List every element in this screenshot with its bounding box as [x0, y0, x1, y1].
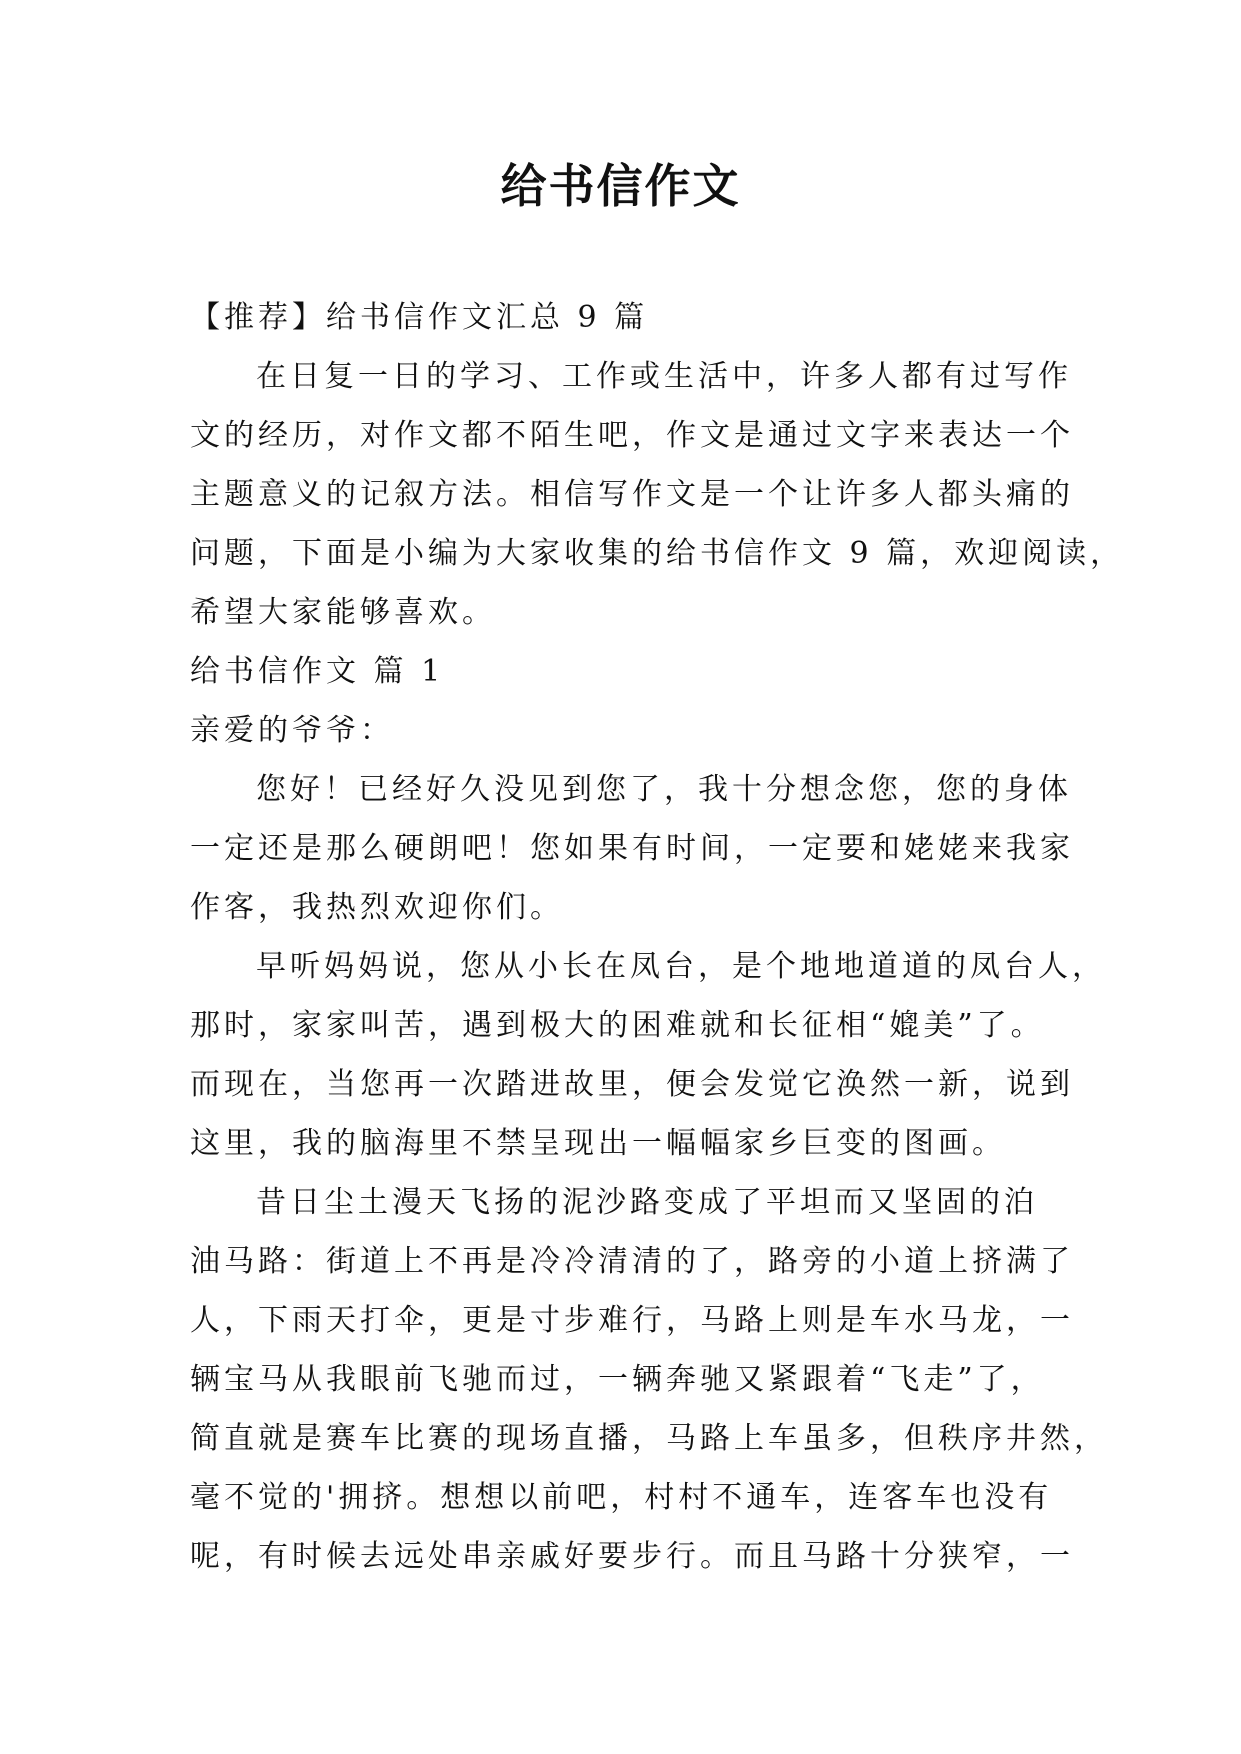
text-line: 您好！已经好久没见到您了，我十分想念您，您的身体: [256, 772, 1072, 807]
document-body: [190, 288, 1125, 1586]
text-line: 希望大家能够喜欢。: [190, 595, 496, 630]
text-line: 辆宝马从我眼前飞驰而过，一辆奔驰又紧跟着“飞走”了，: [190, 1362, 1045, 1397]
text-line: 【推荐】给书信作文汇总 9 篇: [190, 300, 649, 335]
text-line: 文的经历，对作文都不陌生吧，作文是通过文字来表达一个: [190, 418, 1074, 453]
text-line: 那时，家家叫苦，遇到极大的困难就和长征相“媲美”了。: [190, 1008, 1045, 1043]
section-heading: 给书信作文 篇 1: [190, 654, 445, 689]
text-line: 而现在，当您再一次踏进故里，便会发觉它涣然一新，说到: [190, 1067, 1074, 1102]
text-line: 在日复一日的学习、工作或生活中，许多人都有过写作: [256, 359, 1072, 394]
text-line: 人，下雨天打伞，更是寸步难行，马路上则是车水马龙，一: [190, 1303, 1074, 1338]
text-line: 主题意义的记叙方法。相信写作文是一个让许多人都头痛的: [190, 477, 1074, 512]
text-line: 一定还是那么硬朗吧！您如果有时间，一定要和姥姥来我家: [190, 831, 1074, 866]
text-line: 早听妈妈说，您从小长在凤台，是个地地道道的凤台人，: [256, 949, 1106, 984]
text-line: 昔日尘土漫天飞扬的泥沙路变成了平坦而又坚固的泊: [256, 1185, 1038, 1220]
text-line: 呢，有时候去远处串亲戚好要步行。而且马路十分狭窄，一: [190, 1539, 1074, 1574]
document-title: 给书信作文: [500, 159, 741, 213]
text-line: 简直就是赛车比赛的现场直播，马路上车虽多，但秩序井然，: [190, 1421, 1108, 1456]
text-line: 这里，我的脑海里不禁呈现出一幅幅家乡巨变的图画。: [190, 1126, 1006, 1161]
letter-salutation: 亲爱的爷爷：: [190, 713, 394, 748]
text-line: 油马路：街道上不再是冷冷清清的了，路旁的小道上挤满了: [190, 1244, 1074, 1279]
text-line: 毫不觉的'拥挤。想想以前吧，村村不通车，连客车也没有: [190, 1480, 1053, 1515]
text-line: 作客，我热烈欢迎你们。: [190, 890, 564, 925]
text-line: 问题，下面是小编为大家收集的给书信作文 9 篇，欢迎阅读，: [190, 536, 1125, 571]
